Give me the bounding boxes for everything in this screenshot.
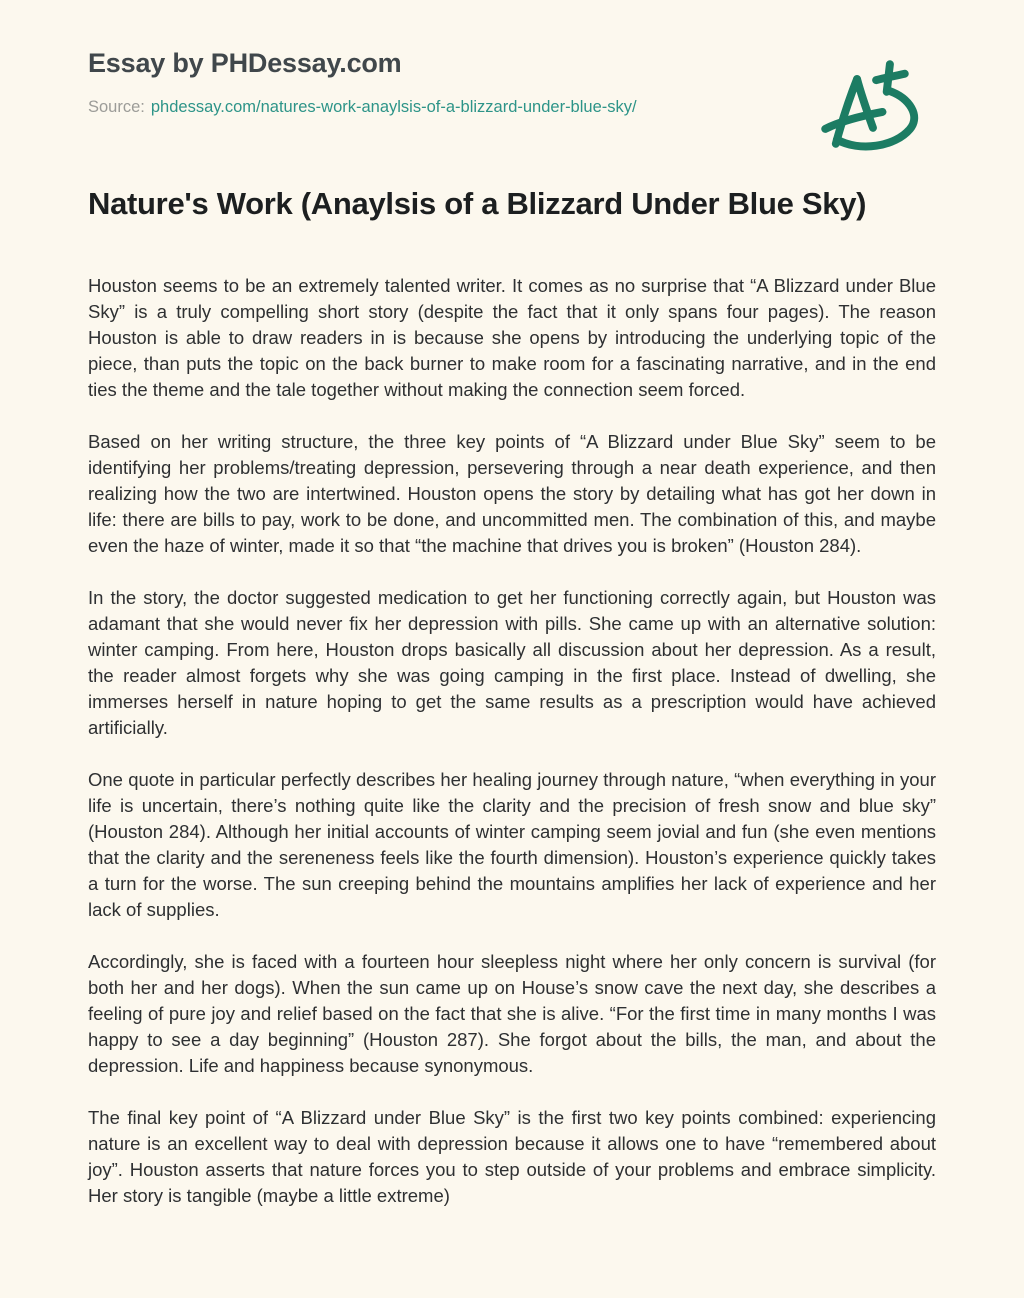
source-link[interactable]: phdessay.com/natures-work-anaylsis-of-a-blizzard-under-blue-sky/	[150, 98, 637, 116]
essay-paragraph: Houston seems to be an extremely talented writer. It comes as no surprise that “A Blizzard under Blue Sky” is a truly compelling short story (despite the fact that it only spans four pages). The reason Houston is able to draw readers in is because she opens by introducing the underlying topic of the piece, than puts the topic on the back burner to make room for a fascinating narrative, and in the end ties the theme and the tale together without making the connection seem forced.	[88, 275, 936, 400]
a-plus-icon	[821, 52, 927, 174]
source-label: Source:	[88, 98, 145, 116]
essay-paragraph: Based on her writing structure, the three key points of “A Blizzard under Blue Sky” seem to be identifying her problems/treating depression, persevering through a near death experience, and then realizing how the two are intertwined. Houston opens the story by detailing what has got her down in life: there are bills to pay, work to be done, and uncommitted men. The combination of this, and maybe even the haze of winter, made it so that “the machine that drives you is broken” (Houston 284).	[88, 431, 936, 556]
source-line	[88, 97, 936, 117]
essay-body	[88, 273, 936, 1209]
essay-paragraph: In the story, the doctor suggested medication to get her functioning correctly again, but Houston was adamant that she would never fix her depression with pills. She came up with an alternative solution: winter camping. From here, Houston drops basically all discussion about her depression. As a result, the reader almost forgets why she was going camping in the first place. Instead of dwelling, she immerses herself in nature hoping to get the same results as a prescription would have achieved artificially.	[88, 587, 936, 738]
header	[88, 48, 936, 117]
essay-paragraph: One quote in particular perfectly describes her healing journey through nature, “when everything in your life is uncertain, there’s nothing quite like the clarity and the precision of fresh snow and blue sky” (Houston 284). Although her initial accounts of winter camping seem jovial and fun (she even mentions that the clarity and the sereneness feels like the fourth dimension). Houston’s experience quickly takes a turn for the worse. The sun creeping behind the mountains amplifies her lack of experience and her lack of supplies.	[88, 769, 936, 920]
essay-byline: Essay by PHDessay.com	[88, 48, 402, 78]
essay-title: Nature's Work (Anaylsis of a Blizzard Under Blue Sky)	[88, 186, 867, 221]
essay-paragraph: Accordingly, she is faced with a fourteen hour sleepless night where her only concern is survival (for both her and her dogs). When the sun came up on House’s snow cave the next day, she describes a feeling of pure joy and relief based on the fact that she is alive. “For the first time in many months I was happy to see a day beginning” (Houston 287). She forgot about the bills, the man, and about the depression. Life and happiness because synonymous.	[88, 951, 936, 1076]
essay-paragraph: The final key point of “A Blizzard under Blue Sky” is the first two key points combined: experiencing nature is an excellent way to deal with depression because it allows one to have “remembered about joy”. Houston asserts that nature forces you to step outside of your problems and embrace simplicity. Her story is tangible (maybe a little extreme)	[88, 1107, 936, 1206]
phdessay-logo	[821, 52, 927, 174]
